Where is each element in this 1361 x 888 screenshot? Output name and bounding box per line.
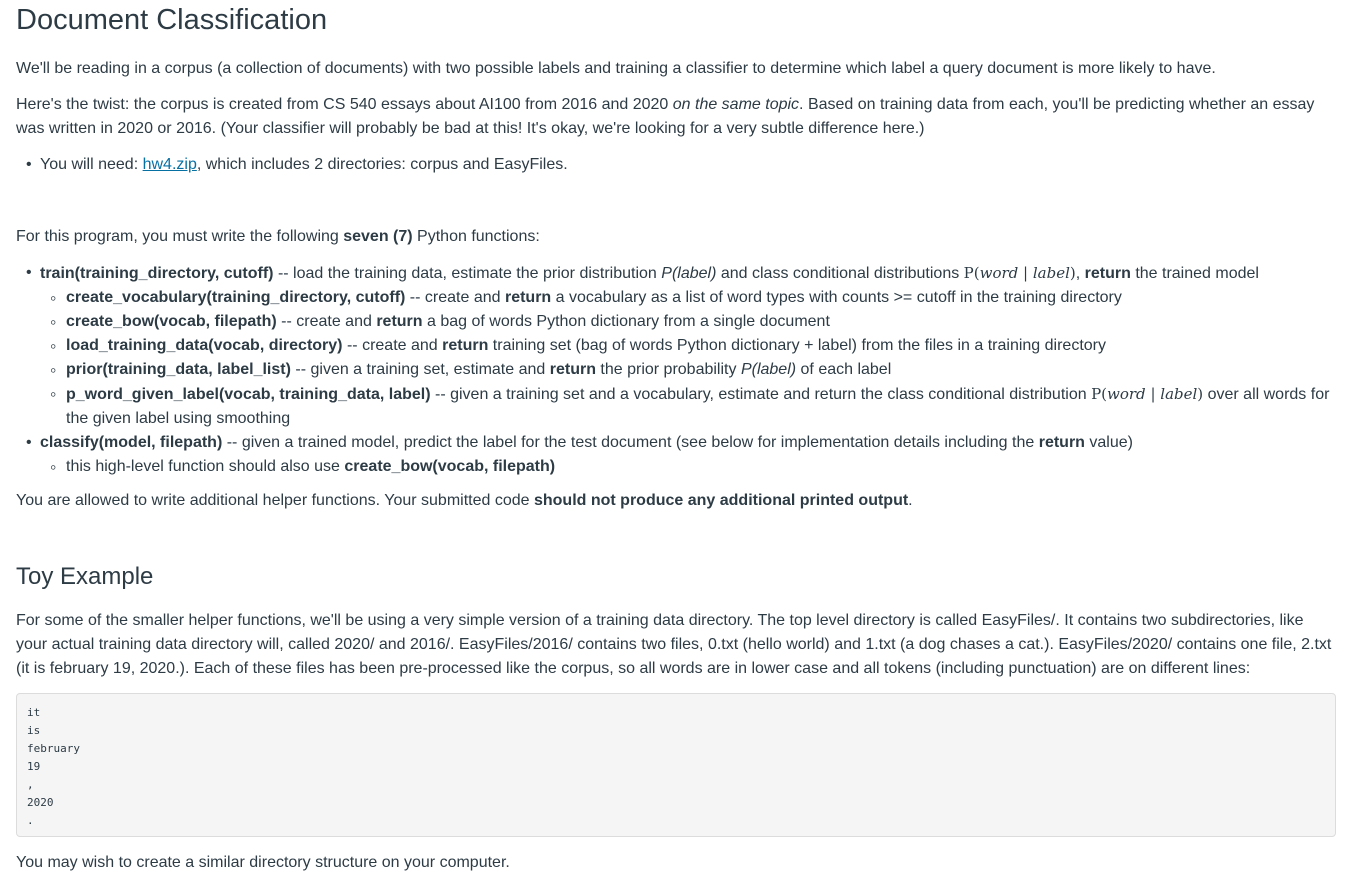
math-p: P [963,264,974,282]
function-name: create_bow(vocab, filepath) [344,458,556,475]
math-close: ) [1069,264,1076,282]
need-list [16,153,1337,177]
return-bold: return [1084,265,1131,282]
code-line: 2020 [27,796,54,809]
math-p: P [1091,385,1102,403]
description-text: , [1075,265,1085,282]
list-item-train [40,261,1337,431]
description-text: -- create and [342,337,443,354]
description-text: the prior probability [595,361,741,378]
return-bold: return [549,361,596,378]
classify-sublist [40,455,1337,479]
function-name: p_word_given_label(vocab, training_data, label) [66,386,431,403]
code-line: 19 [27,760,41,773]
need-text-after: , which includes 2 directories: corpus and EasyFiles. [196,156,568,173]
math-close: ) [1197,385,1204,403]
hw4-zip-link[interactable]: hw4.zip [142,156,197,173]
intro-paragraph: We'll be reading in a corpus (a collection of documents) with two possible labels and training a classifier to determine which label a query document is more likely to have. [16,60,1216,77]
description-text: -- create and [405,289,505,306]
list-item-prior [66,358,1337,382]
description-text: of each label [796,361,892,378]
code-line: . [27,814,34,827]
math-label: label [1160,385,1198,403]
function-name: create_bow(vocab, filepath) [66,313,277,330]
helpers-text-after: . [908,492,913,509]
math-word: word [979,264,1019,282]
code-line: , [27,778,34,791]
page-title: Document Classification [16,4,328,36]
function-name: create_vocabulary(training_directory, cutoff) [66,289,406,306]
list-item-p-word-given-label [66,382,1337,431]
function-name: classify(model, filepath) [40,434,223,451]
twist-text-after: . Based on training data from each, you'll be predicting whether an essay was written in 2020 or 2016. (Your classifier will probably be bad at this! It's okay, we're looking for a very subtle difference here.) [16,96,1315,137]
description-text: -- given a trained model, predict the label for the test document (see below for implementation details including the [222,434,1039,451]
return-bold: return [504,289,552,306]
list-item-create-vocabulary [66,286,1337,310]
math-word: word [1107,385,1146,403]
functions-list [16,261,1337,479]
return-bold: return [1038,434,1085,451]
function-name: load_training_data(vocab, directory) [66,337,343,354]
description-text: -- load the training data, estimate the prior distribution [273,265,662,282]
code-line: february [27,742,80,755]
plabel-text: P(label) [740,361,797,378]
program-bold: seven (7) [343,228,413,245]
function-name: prior(training_data, label_list) [66,361,291,378]
math-p-word-given-label [964,264,1076,282]
return-bold: return [442,337,489,354]
description-text: a bag of words Python dictionary from a single document [422,313,830,330]
math-bar: | [1018,264,1033,282]
math-bar: | [1145,385,1161,403]
list-item-load-training-data [66,334,1337,358]
helpers-bold: should not produce any additional printed output [533,492,909,509]
train-sublist [40,286,1337,431]
twist-paragraph [16,93,1337,141]
toy-example-heading: Toy Example [16,563,154,590]
code-block [16,693,1336,837]
need-item [40,153,1337,177]
description-text: the trained model [1130,265,1259,282]
program-paragraph [16,225,1337,249]
return-bold: return [376,313,423,330]
list-item-create-bow [66,310,1337,334]
description-text: -- create and [276,313,377,330]
function-name: train(training_directory, cutoff) [40,265,274,282]
plabel-text: P(label) [661,265,717,282]
helpers-text: You are allowed to write additional helper functions. Your submitted code [16,492,534,509]
program-text-after: Python functions: [412,228,540,245]
description-text: -- given a training set and a vocabulary, estimate and return the class conditional distribution [430,386,1092,403]
description-text: this high-level function should also use [66,458,345,475]
math-open: ( [973,264,980,282]
toy-paragraph: For some of the smaller helper functions, we'll be using a very simple version of a training data directory. The top level directory is called EasyFiles/. It contains two subdirectories, like your actual training data directory will, called 2020/ and 2016/. EasyFiles/2016/ contains two files, 0.txt (hello world) and 1.txt (a dog chases a cat.). EasyFiles/2020/ contains one file, 2.txt (it is february 19, 2020.). Each of these files has been pre-processed like the corpus, so all words are in lower case and all tokens (including punctuation) are on different lines: [16,612,1332,677]
list-item-classify [40,431,1337,479]
math-label: label [1032,264,1070,282]
description-text: a vocabulary as a list of word types with counts >= cutoff in the training directory [551,289,1122,306]
code-line: it [27,706,41,719]
program-text: For this program, you must write the following [16,228,344,245]
description-text: and class conditional distributions [716,265,964,282]
description-text: value) [1084,434,1133,451]
list-item-classify-sub [66,455,1337,479]
description-text: -- given a training set, estimate and [290,361,550,378]
twist-text: Here's the twist: the corpus is created from CS 540 essays about AI100 from 2016 and 2020 [16,96,673,113]
twist-italic: on the same topic [672,96,800,113]
closing-paragraph: You may wish to create a similar directory structure on your computer. [16,854,510,871]
math-open: ( [1101,385,1108,403]
code-line: is [27,724,41,737]
math-p-word-given-label [1091,385,1203,403]
need-text: You will need: [40,156,143,173]
helpers-paragraph [16,489,1337,513]
description-text: over all words for the given label using smoothing [66,386,1330,427]
description-text: training set (bag of words Python dictionary + label) from the files in a training directory [488,337,1106,354]
